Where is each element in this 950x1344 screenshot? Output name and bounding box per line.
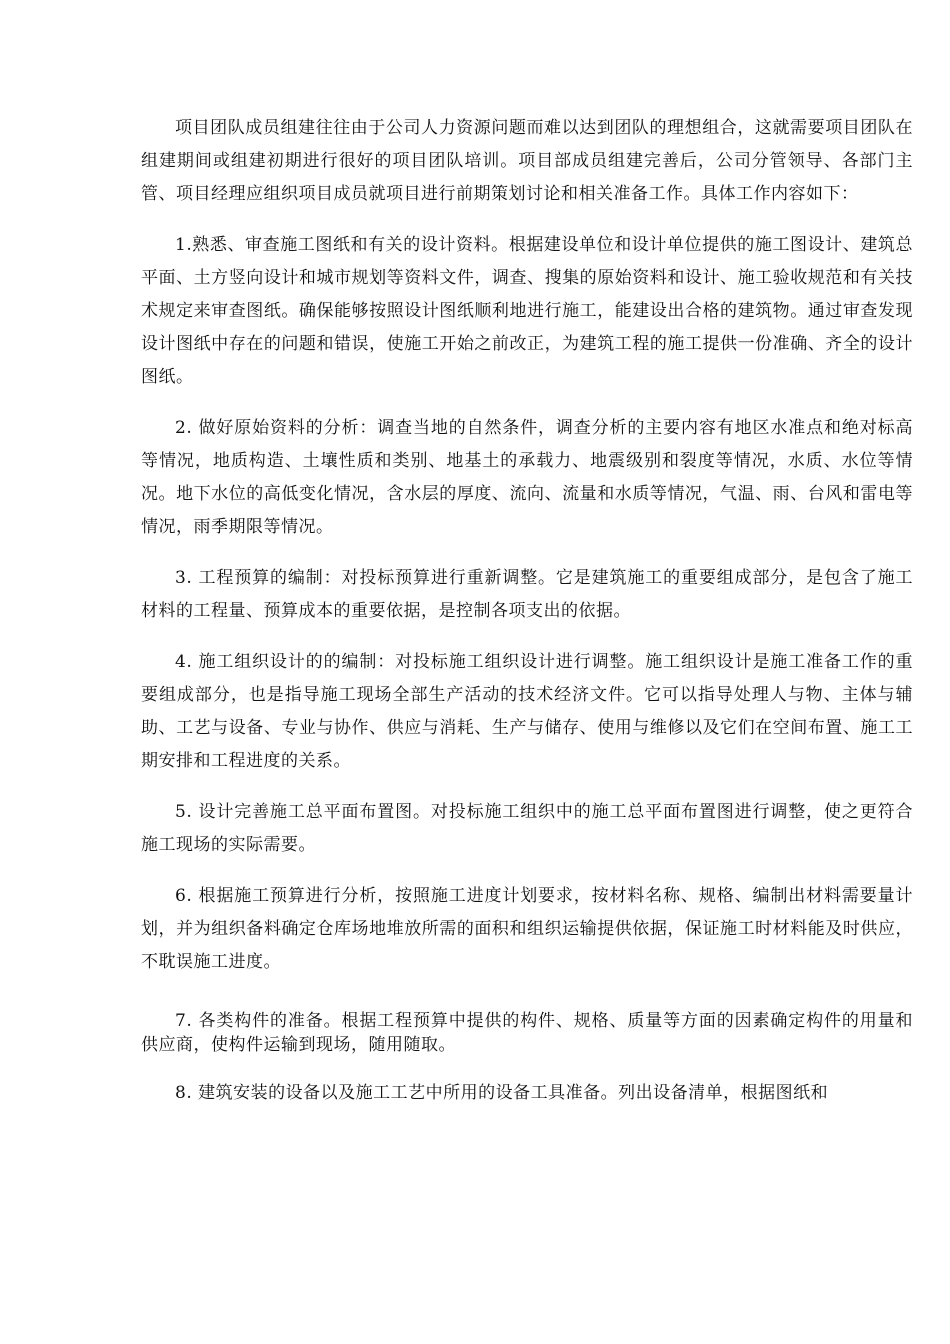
item-6-paragraph: 6. 根据施工预算进行分析，按照施工进度计划要求，按材料名称、规格、编制出材料需要量计划，并为组织备料确定仓库场地堆放所需的面积和组织运输提供依据，保证施工时材料能及时供应，不耽误施工进度。 <box>141 886 913 972</box>
item-3-paragraph: 3. 工程预算的编制：对投标预算进行重新调整。它是建筑施工的重要组成部分，是包含了施工材料的工程量、预算成本的重要依据，是控制各项支出的依据。 <box>141 568 913 621</box>
item-1-paragraph: 1.熟悉、审查施工图纸和有关的设计资料。根据建设单位和设计单位提供的施工图设计、建筑总平面、土方竖向设计和城市规划等资料文件，调查、搜集的原始资料和设计、施工验收规范和有关技术规定来审查图纸。确保能够按照设计图纸顺利地进行施工，能建设出合格的建筑物。通过审查发现设计图纸中存在的问题和错误，使施工开始之前改正，为建筑工程的施工提供一份准确、齐全的设计图纸。 <box>141 235 913 387</box>
intro-paragraph: 项目团队成员组建往往由于公司人力资源问题而难以达到团队的理想组合，这就需要项目团队在组建期间或组建初期进行很好的项目团队培训。项目部成员组建完善后，公司分管领导、各部门主管、项目经理应组织项目成员就项目进行前期策划讨论和相关准备工作。具体工作内容如下： <box>141 118 913 204</box>
item-8-paragraph: 8. 建筑安装的设备以及施工工艺中所用的设备工具准备。列出设备清单，根据图纸和 <box>175 1083 829 1103</box>
document-body <box>141 112 913 1110</box>
item-4-paragraph: 4. 施工组织设计的的编制：对投标施工组织设计进行调整。施工组织设计是施工准备工作的重要组成部分，也是指导施工现场全部生产活动的技术经济文件。它可以指导处理人与物、主体与辅助、工艺与设备、专业与协作、供应与消耗、生产与储存、使用与维修以及它们在空间布置、施工工期安排和工程进度的关系。 <box>141 652 913 771</box>
item-5-paragraph: 5. 设计完善施工总平面布置图。对投标施工组织中的施工总平面布置图进行调整，使之更符合施工现场的实际需要。 <box>141 802 913 855</box>
item-2-paragraph: 2. 做好原始资料的分析：调查当地的自然条件，调查分析的主要内容有地区水准点和绝对标高等情况，地质构造、土壤性质和类别、地基土的承载力、地震级别和裂度等情况，水质、水位等情况。地下水位的高低变化情况，含水层的厚度、流向、流量和水质等情况，气温、雨、台风和雷电等情况，雨季期限等情况。 <box>141 418 913 537</box>
item-7-paragraph: 7. 各类构件的准备。根据工程预算中提供的构件、规格、质量等方面的因素确定构件的用量和供应商，使构件运输到现场，随用随取。 <box>141 1011 913 1055</box>
